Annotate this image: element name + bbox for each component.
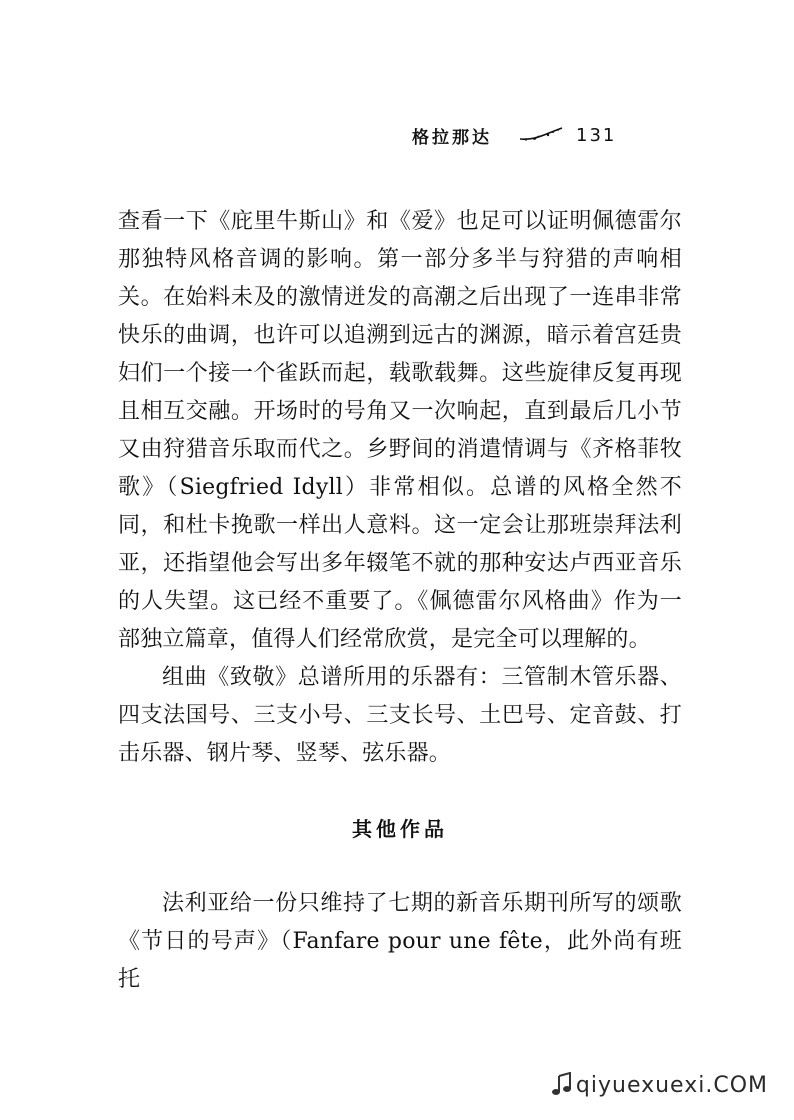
running-title: 格拉那达 bbox=[412, 127, 492, 148]
ornament-icon bbox=[518, 127, 564, 143]
page-number: 131 bbox=[576, 124, 617, 146]
paragraph: 法利亚给一份只维持了七期的新音乐期刊所写的颂歌《节日的号声》（Fanfare pour une fête，此外尚有班托 bbox=[118, 891, 682, 992]
music-note-icon bbox=[550, 1072, 574, 1098]
watermark bbox=[550, 1072, 768, 1098]
section-heading: 其他作品 bbox=[352, 817, 448, 841]
paragraph: 查看一下《庇里牛斯山》和《爱》也足可以证明佩德雷尔那独特风格音调的影响。第一部分多半与狩猎的声响相关。在始料未及的激情迸发的高潮之后出现了一连串非常快乐的曲调，也许可以追溯到远古的渊源，暗示着宫廷贵妇们一个接一个雀跃而起，载歌载舞。这些旋律反复再现且相互交融。开场时的号角又一次响起，直到最后几小节又由狩猎音乐取而代之。乡野间的消遣情调与《齐格菲牧歌》（Siegfried Idyll）非常相似。总谱的风格全然不同，和杜卡挽歌一样出人意料。这一定会让那班崇拜法利亚，还指望他会写出多年辍笔不就的那种安达卢西亚音乐的人失望。这已经不重要了。《佩德雷尔风格曲》作为一部独立篇章，值得人们经常欣赏，是完全可以理解的。 bbox=[118, 209, 682, 652]
body-text bbox=[118, 203, 682, 999]
page-header bbox=[412, 120, 672, 150]
watermark-text: qiyuexuexi.COM bbox=[575, 1072, 768, 1098]
paragraph: 组曲《致敬》总谱所用的乐器有：三管制木管乐器、四支法国号、三支小号、三支长号、土巴号、定音鼓、打击乐器、钢片琴、竖琴、弦乐器。 bbox=[118, 665, 682, 766]
